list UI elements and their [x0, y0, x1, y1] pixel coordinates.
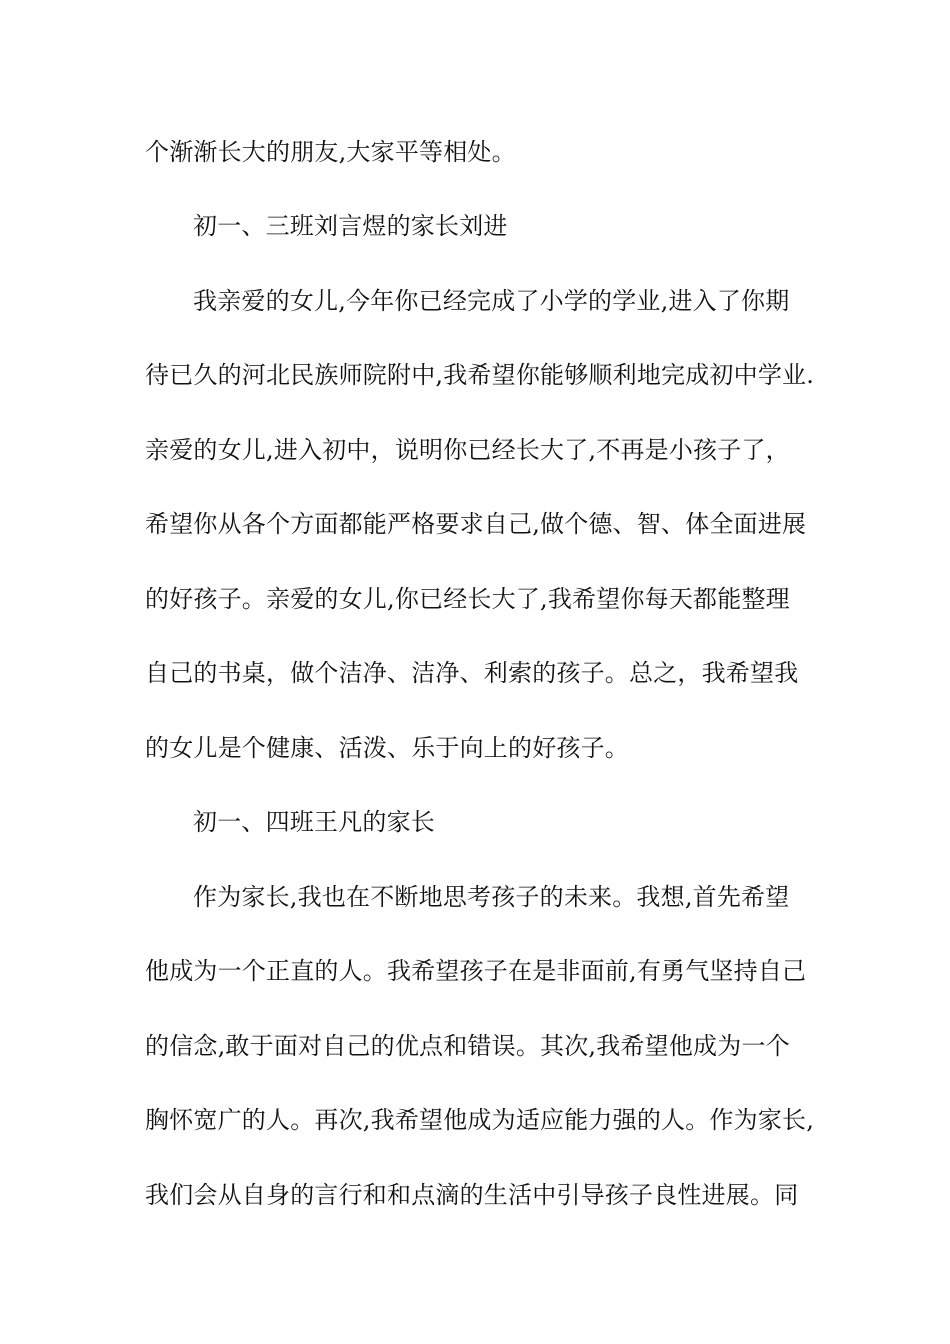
text-line: 希望你从各个方面都能严格要求自己,做个德、智、体全面进展	[145, 510, 807, 538]
text-line: 胸怀宽广的人。再次,我希望他成为适应能力强的人。作为家长,	[145, 1106, 815, 1134]
text-line: 待已久的河北民族师院附中,我希望你能够顺利地完成初中学业.	[145, 361, 815, 389]
text-line: 个渐渐长大的朋友,大家平等相处。	[145, 138, 516, 166]
text-line: 的好孩子。亲爱的女儿,你已经长大了,我希望你每天都能整理	[145, 585, 790, 613]
text-line: 亲爱的女儿,进入初中，说明你已经长大了,不再是小孩子了，	[145, 436, 790, 464]
text-line: 自己的书桌，做个洁净、洁净、利索的孩子。总之，我希望我	[145, 659, 799, 687]
section-heading: 初一、四班王凡的家长	[193, 808, 435, 836]
text-line: 的信念,敢于面对自己的优点和错误。其次,我希望他成为一个	[145, 1032, 790, 1060]
text-line: 我亲爱的女儿,今年你已经完成了小学的学业,进入了你期	[193, 287, 790, 315]
section-heading: 初一、三班刘言煜的家长刘进	[193, 212, 508, 240]
text-line: 的女儿是个健康、活泼、乐于向上的好孩子。	[145, 734, 629, 762]
text-line: 他成为一个正直的人。我希望孩子在是非面前,有勇气坚持自己	[145, 957, 807, 985]
text-line: 作为家长,我也在不断地思考孩子的未来。我想,首先希望	[193, 883, 790, 911]
text-line: 我们会从自身的言行和和点滴的生活中引导孩子良性进展。同	[145, 1181, 799, 1209]
